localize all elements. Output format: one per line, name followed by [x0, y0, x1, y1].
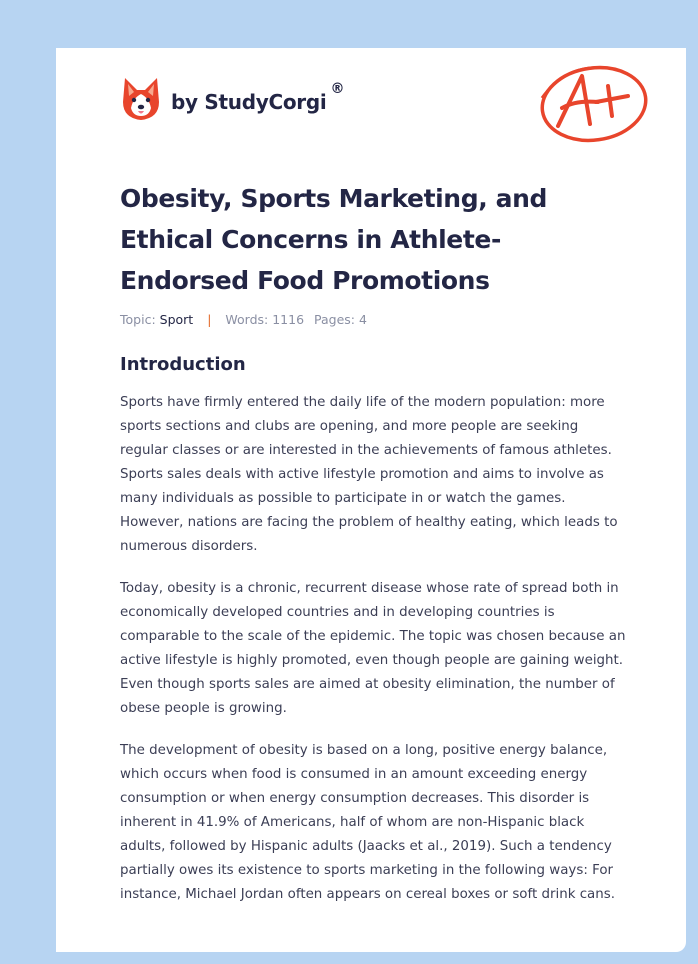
paragraph: Today, obesity is a chronic, recurrent disease whose rate of spread both in economically developed countries and in developing countries is comparable to the scale of the epidemic. The topic was chosen because an active lifestyle is highly promoted, even though people are gaining weight. Even though sports sales are aimed at obesity elimination, the number of obese people is growing. [120, 581, 626, 716]
brand-logo[interactable] [121, 76, 344, 122]
brand-name: by StudyCorgi [171, 90, 327, 114]
topic-link[interactable]: Sport [159, 312, 194, 327]
section-heading: Introduction [120, 354, 246, 375]
paragraph: The development of obesity is based on a long, positive energy balance, which occurs when food is consumed in an amount exceeding energy consumption or when energy consumption decreases. This disorder is inherent in 41.9% of Americans, half of whom are non-Hispanic black adults, followed by Hispanic adults (Jaacks et al., 2019). Such a tendency partially owes its existence to sports marketing in the following ways: For instance, Michael Jordan often appears on cereal boxes or soft drink cans. [120, 743, 615, 902]
paragraph: Sports have firmly entered the daily life of the modern population: more sports sections and clubs are opening, and more people are seeking regular classes or are interested in the achievements of famous athletes. Sports sales deals with active lifestyle promotion and aims to involve as many individuals as possible to participate in or watch the games. However, nations are facing the problem of healthy eating, which leads to numerous disorders. [120, 395, 618, 554]
a-plus-grade-icon [536, 58, 656, 144]
meta-separator: | [207, 312, 212, 327]
article-title: Obesity, Sports Marketing, and Ethical Concerns in Athlete-Endorsed Food Promotions [120, 184, 547, 295]
grade-badge [536, 58, 656, 148]
registered-mark: ® [330, 81, 345, 97]
pages-label: Pages: [314, 312, 356, 327]
article-body [120, 391, 630, 925]
corgi-icon [121, 76, 161, 122]
pages-count: 4 [359, 312, 367, 327]
article-meta [120, 312, 367, 327]
words-label: Words: [225, 312, 269, 327]
words-count: 1116 [272, 312, 305, 327]
topic-label: Topic: [120, 312, 156, 327]
document-page [56, 48, 686, 952]
